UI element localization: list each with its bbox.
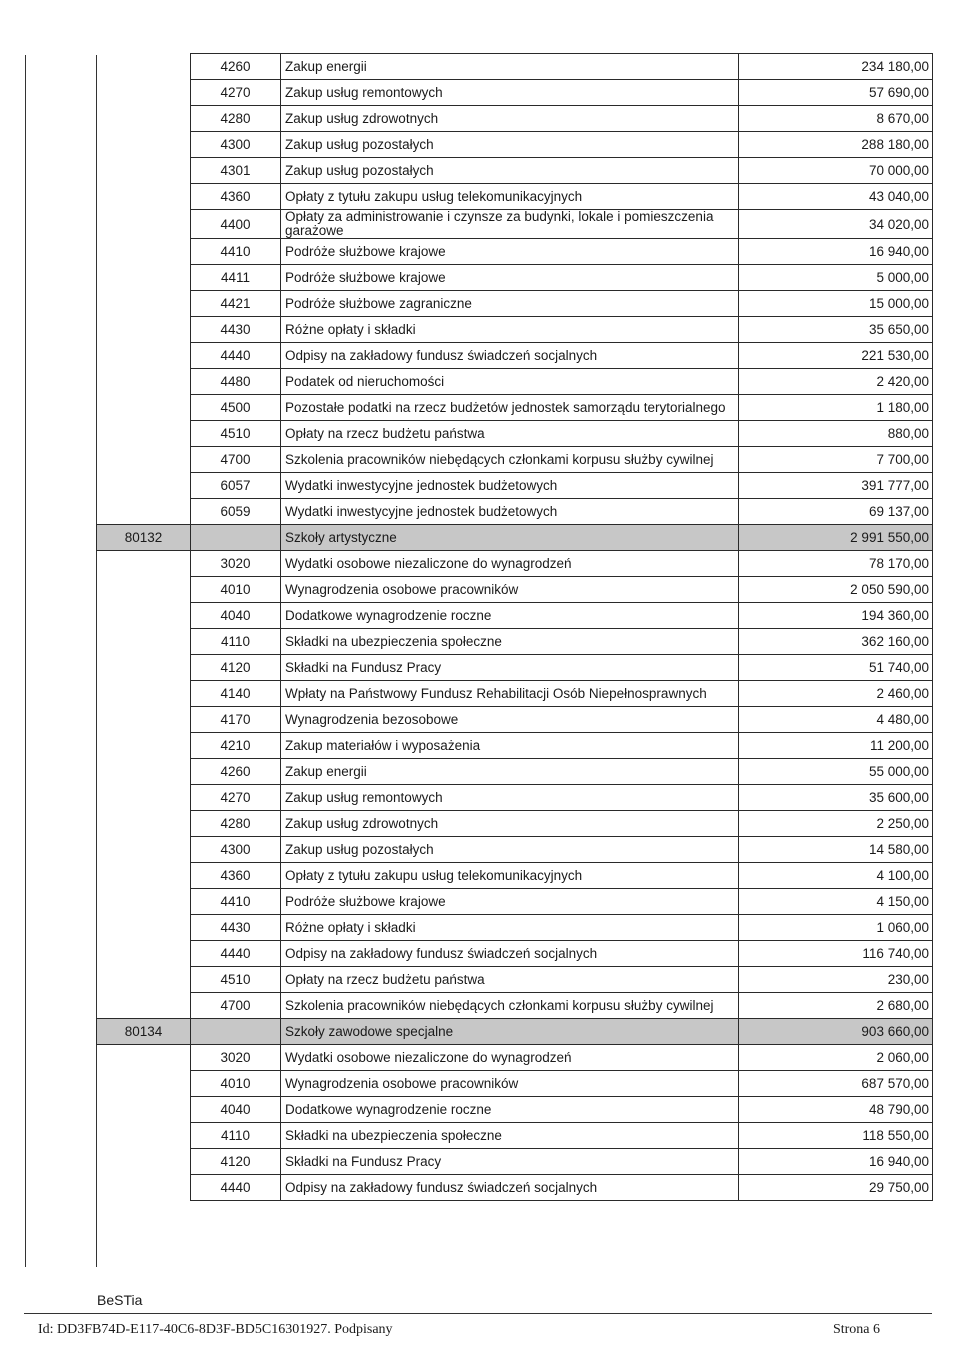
table-row [97,1175,933,1201]
budget-table-body [97,54,933,1201]
rozdzial-cell [97,577,191,603]
paragraf-cell: 4510 [191,967,281,993]
nazwa-cell: Różne opłaty i składki [281,317,739,343]
kwota-cell: 55 000,00 [739,759,933,785]
nazwa-cell: Różne opłaty i składki [281,915,739,941]
table-row [97,551,933,577]
table-row [97,707,933,733]
table-row [97,106,933,132]
rozdzial-cell [97,239,191,265]
kwota-cell: 70 000,00 [739,158,933,184]
paragraf-cell: 4480 [191,369,281,395]
rozdzial-cell [97,106,191,132]
nazwa-cell: Szkoły zawodowe specjalne [281,1019,739,1045]
rozdzial-cell [97,915,191,941]
table-row [97,421,933,447]
nazwa-cell: Zakup usług zdrowotnych [281,811,739,837]
paragraf-cell: 4270 [191,80,281,106]
table-row [97,941,933,967]
nazwa-cell: Wydatki inwestycyjne jednostek budżetowych [281,473,739,499]
paragraf-cell: 4430 [191,317,281,343]
table-row [97,158,933,184]
kwota-cell: 16 940,00 [739,239,933,265]
paragraf-cell: 4040 [191,603,281,629]
kwota-cell: 57 690,00 [739,80,933,106]
table-row [97,733,933,759]
section-row [97,525,933,551]
nazwa-cell: Opłaty na rzecz budżetu państwa [281,967,739,993]
paragraf-cell: 4210 [191,733,281,759]
nazwa-cell: Opłaty na rzecz budżetu państwa [281,421,739,447]
kwota-cell: 78 170,00 [739,551,933,577]
paragraf-cell: 3020 [191,1045,281,1071]
nazwa-cell: Zakup usług pozostałych [281,158,739,184]
paragraf-cell: 4440 [191,941,281,967]
paragraf-cell: 3020 [191,551,281,577]
table-row [97,291,933,317]
table-row [97,993,933,1019]
kwota-cell: 7 700,00 [739,447,933,473]
nazwa-cell: Odpisy na zakładowy fundusz świadczeń socjalnych [281,343,739,369]
paragraf-cell: 4260 [191,54,281,80]
rozdzial-cell [97,603,191,629]
rozdzial-cell [97,629,191,655]
nazwa-cell: Opłaty z tytułu zakupu usług telekomunikacyjnych [281,863,739,889]
kwota-cell: 11 200,00 [739,733,933,759]
table-row [97,184,933,210]
rozdzial-cell [97,447,191,473]
paragraf-cell: 4140 [191,681,281,707]
nazwa-cell: Zakup materiałów i wyposażenia [281,733,739,759]
nazwa-cell: Szkoły artystyczne [281,525,739,551]
kwota-cell: 34 020,00 [739,210,933,239]
rozdzial-cell [97,421,191,447]
rozdzial-cell [97,837,191,863]
kwota-cell: 69 137,00 [739,499,933,525]
rozdzial-cell [97,655,191,681]
nazwa-cell: Zakup usług zdrowotnych [281,106,739,132]
rozdzial-cell [97,1149,191,1175]
paragraf-cell: 4410 [191,239,281,265]
nazwa-cell: Zakup energii [281,759,739,785]
rozdzial-cell [97,889,191,915]
nazwa-cell: Opłaty z tytułu zakupu usług telekomunikacyjnych [281,184,739,210]
kwota-cell: 2 050 590,00 [739,577,933,603]
table-row [97,811,933,837]
paragraf-cell: 4421 [191,291,281,317]
table-row [97,499,933,525]
kwota-cell: 14 580,00 [739,837,933,863]
nazwa-cell: Wydatki osobowe niezaliczone do wynagrodzeń [281,551,739,577]
rozdzial-cell [97,80,191,106]
rozdzial-cell [97,941,191,967]
kwota-cell: 118 550,00 [739,1123,933,1149]
rozdzial-cell [97,343,191,369]
table-row [97,473,933,499]
paragraf-cell: 4500 [191,395,281,421]
rozdzial-cell [97,265,191,291]
nazwa-cell: Zakup usług remontowych [281,785,739,811]
nazwa-cell: Składki na ubezpieczenia społeczne [281,1123,739,1149]
table-row [97,915,933,941]
kwota-cell: 4 480,00 [739,707,933,733]
kwota-cell: 1 180,00 [739,395,933,421]
table-row [97,629,933,655]
rozdzial-cell [97,759,191,785]
nazwa-cell: Dodatkowe wynagrodzenie roczne [281,1097,739,1123]
nazwa-cell: Podróże służbowe krajowe [281,265,739,291]
kwota-cell: 48 790,00 [739,1097,933,1123]
kwota-cell: 4 150,00 [739,889,933,915]
nazwa-cell: Wynagrodzenia osobowe pracowników [281,1071,739,1097]
kwota-cell: 2 680,00 [739,993,933,1019]
paragraf-cell: 4700 [191,447,281,473]
rozdzial-cell [97,291,191,317]
paragraf-cell: 4300 [191,837,281,863]
section-row [97,1019,933,1045]
kwota-cell: 43 040,00 [739,184,933,210]
paragraf-cell: 6059 [191,499,281,525]
paragraf-cell: 4301 [191,158,281,184]
kwota-cell: 880,00 [739,421,933,447]
paragraf-cell: 4270 [191,785,281,811]
paragraf-cell [191,525,281,551]
paragraf-cell: 4040 [191,1097,281,1123]
table-row [97,1097,933,1123]
table-row [97,369,933,395]
table-row [97,681,933,707]
nazwa-cell: Szkolenia pracowników niebędących członkami korpusu służby cywilnej [281,447,739,473]
rozdzial-cell [97,993,191,1019]
kwota-cell: 15 000,00 [739,291,933,317]
paragraf-cell: 4170 [191,707,281,733]
nazwa-cell: Podróże służbowe krajowe [281,239,739,265]
paragraf-cell: 4120 [191,655,281,681]
table-row [97,837,933,863]
rozdzial-cell [97,1175,191,1201]
nazwa-cell: Podróże służbowe krajowe [281,889,739,915]
kwota-cell: 2 060,00 [739,1045,933,1071]
budget-table [96,53,933,1201]
rozdzial-cell [97,499,191,525]
paragraf-cell: 4300 [191,132,281,158]
table-row [97,447,933,473]
kwota-cell: 4 100,00 [739,863,933,889]
kwota-cell: 35 650,00 [739,317,933,343]
kwota-cell: 2 460,00 [739,681,933,707]
table-row [97,343,933,369]
nazwa-cell: Odpisy na zakładowy fundusz świadczeń socjalnych [281,1175,739,1201]
table-row [97,395,933,421]
paragraf-cell: 4010 [191,577,281,603]
nazwa-cell: Szkolenia pracowników niebędących członkami korpusu służby cywilnej [281,993,739,1019]
left-margin-rule [25,55,26,1267]
kwota-cell: 687 570,00 [739,1071,933,1097]
paragraf-cell: 4440 [191,343,281,369]
rozdzial-cell [97,707,191,733]
table-row [97,1149,933,1175]
kwota-cell: 903 660,00 [739,1019,933,1045]
nazwa-cell: Zakup usług remontowych [281,80,739,106]
paragraf-cell: 4360 [191,184,281,210]
footer-divider [24,1313,932,1314]
rozdzial-cell: 80132 [97,525,191,551]
kwota-cell: 29 750,00 [739,1175,933,1201]
footer-page-number: Strona 6 [832,1322,880,1337]
nazwa-cell: Podróże służbowe zagraniczne [281,291,739,317]
kwota-cell: 8 670,00 [739,106,933,132]
kwota-cell: 234 180,00 [739,54,933,80]
rozdzial-cell [97,785,191,811]
table-row [97,577,933,603]
rozdzial-cell [97,863,191,889]
nazwa-cell: Zakup energii [281,54,739,80]
paragraf-cell: 4260 [191,759,281,785]
paragraf-cell: 4120 [191,1149,281,1175]
paragraf-cell: 4280 [191,106,281,132]
kwota-cell: 230,00 [739,967,933,993]
table-row [97,785,933,811]
rozdzial-cell [97,210,191,239]
kwota-cell: 35 600,00 [739,785,933,811]
nazwa-cell: Podatek od nieruchomości [281,369,739,395]
table-row [97,317,933,343]
paragraf-cell: 4440 [191,1175,281,1201]
rozdzial-cell [97,184,191,210]
paragraf-cell: 4400 [191,210,281,239]
paragraf-cell: 4010 [191,1071,281,1097]
rozdzial-cell [97,1071,191,1097]
table-row [97,1123,933,1149]
rozdzial-cell [97,317,191,343]
nazwa-cell: Dodatkowe wynagrodzenie roczne [281,603,739,629]
table-row [97,265,933,291]
rozdzial-cell: 80134 [97,1019,191,1045]
nazwa-cell: Zakup usług pozostałych [281,837,739,863]
table-row [97,80,933,106]
rozdzial-cell [97,733,191,759]
paragraf-cell: 6057 [191,473,281,499]
nazwa-cell: Zakup usług pozostałych [281,132,739,158]
nazwa-cell: Wydatki inwestycyjne jednostek budżetowych [281,499,739,525]
nazwa-cell: Składki na ubezpieczenia społeczne [281,629,739,655]
table-row [97,863,933,889]
rozdzial-cell [97,551,191,577]
table-row [97,54,933,80]
kwota-cell: 194 360,00 [739,603,933,629]
rozdzial-cell [97,132,191,158]
rozdzial-cell [97,811,191,837]
kwota-cell: 16 940,00 [739,1149,933,1175]
paragraf-cell: 4360 [191,863,281,889]
paragraf-cell: 4410 [191,889,281,915]
kwota-cell: 391 777,00 [739,473,933,499]
rozdzial-cell [97,1097,191,1123]
rozdzial-cell [97,54,191,80]
kwota-cell: 2 420,00 [739,369,933,395]
paragraf-cell [191,1019,281,1045]
rozdzial-cell [97,967,191,993]
kwota-cell: 288 180,00 [739,132,933,158]
kwota-cell: 116 740,00 [739,941,933,967]
paragraf-cell: 4110 [191,1123,281,1149]
kwota-cell: 1 060,00 [739,915,933,941]
kwota-cell: 362 160,00 [739,629,933,655]
rozdzial-cell [97,395,191,421]
nazwa-cell: Pozostałe podatki na rzecz budżetów jednostek samorządu terytorialnego [281,395,739,421]
paragraf-cell: 4280 [191,811,281,837]
nazwa-cell: Wydatki osobowe niezaliczone do wynagrodzeń [281,1045,739,1071]
nazwa-cell: Składki na Fundusz Pracy [281,655,739,681]
kwota-cell: 51 740,00 [739,655,933,681]
table-row [97,967,933,993]
kwota-cell: 2 250,00 [739,811,933,837]
nazwa-cell: Wpłaty na Państwowy Fundusz Rehabilitacji Osób Niepełnosprawnych [281,681,739,707]
table-row [97,889,933,915]
rozdzial-cell [97,1123,191,1149]
rozdzial-cell [97,158,191,184]
paragraf-cell: 4700 [191,993,281,1019]
kwota-cell: 2 991 550,00 [739,525,933,551]
nazwa-cell: Wynagrodzenia bezosobowe [281,707,739,733]
nazwa-cell: Składki na Fundusz Pracy [281,1149,739,1175]
table-row [97,239,933,265]
table-row [97,759,933,785]
paragraf-cell: 4430 [191,915,281,941]
table-row [97,1045,933,1071]
paragraf-cell: 4510 [191,421,281,447]
nazwa-cell: Odpisy na zakładowy fundusz świadczeń socjalnych [281,941,739,967]
paragraf-cell: 4411 [191,265,281,291]
rozdzial-cell [97,1045,191,1071]
rozdzial-cell [97,369,191,395]
footer-document-id: Id: DD3FB74D-E117-40C6-8D3F-BD5C16301927. Podpisany [38,1322,393,1337]
footer-org-name: BeSTia [97,1292,143,1308]
rozdzial-cell [97,681,191,707]
table-row [97,132,933,158]
table-row [97,655,933,681]
table-row [97,1071,933,1097]
table-row [97,210,933,239]
kwota-cell: 5 000,00 [739,265,933,291]
table-row [97,603,933,629]
nazwa-cell: Opłaty za administrowanie i czynsze za budynki, lokale i pomieszczenia garażowe [281,210,739,239]
paragraf-cell: 4110 [191,629,281,655]
nazwa-cell: Wynagrodzenia osobowe pracowników [281,577,739,603]
kwota-cell: 221 530,00 [739,343,933,369]
rozdzial-cell [97,473,191,499]
